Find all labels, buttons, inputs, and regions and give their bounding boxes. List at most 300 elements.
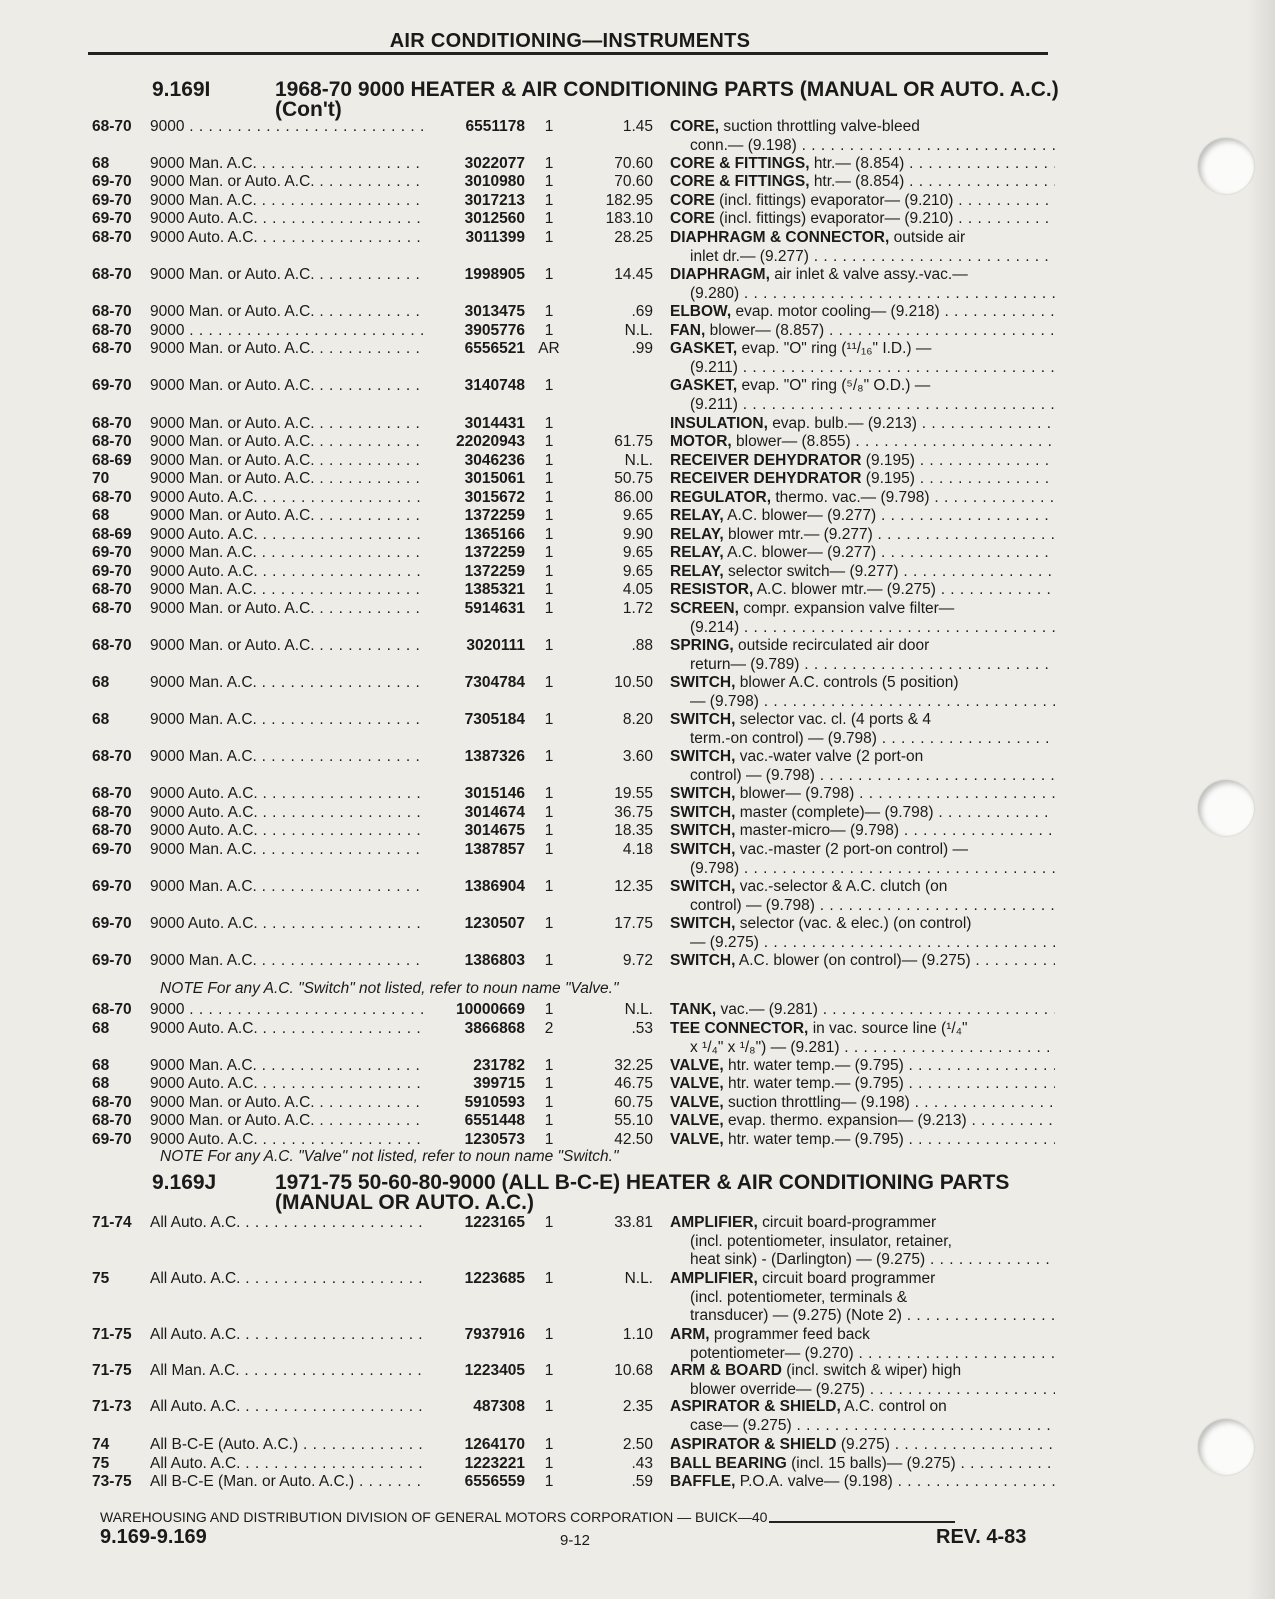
price: .43: [631, 1455, 653, 1472]
part-number: 1365166: [464, 526, 525, 543]
quantity: 1: [544, 303, 554, 320]
description-continuation: return— (9.789) . . .: [670, 656, 1055, 675]
description-line: [670, 377, 1055, 396]
part-number: 5910593: [464, 1094, 525, 1111]
part-number: 3905776: [464, 322, 525, 339]
model-name: 9000 Man. or Auto. A.C. . . .: [150, 303, 425, 322]
model-year: 69-70: [92, 841, 132, 858]
model-name: 9000 Auto. A.C. . . .: [150, 785, 425, 804]
price: 33.81: [614, 1214, 653, 1231]
description-line: [670, 118, 1055, 137]
model-name: 9000 . . .: [150, 118, 425, 137]
model-name: 9000 . . .: [150, 1001, 425, 1020]
description-text: P.O.A. valve— (9.198): [739, 1473, 893, 1490]
part-number: 7305184: [464, 711, 525, 728]
part-description: [670, 340, 1055, 377]
section-number: 9.169J: [152, 1171, 217, 1194]
part-noun-name: ASPIRATOR & SHIELD,: [670, 1398, 841, 1415]
description-text: htr. water temp.— (9.795): [728, 1075, 904, 1092]
part-number: 6556559: [464, 1473, 525, 1490]
model-year: 75: [92, 1455, 110, 1472]
model-name: 9000 Auto. A.C. . . .: [150, 822, 425, 841]
description-text: in vac. source line (¹/₄": [812, 1020, 968, 1037]
part-noun-name: FAN,: [670, 322, 706, 339]
description-text: htr. water temp.— (9.795): [728, 1057, 904, 1074]
description-text: evap. "O" ring (¹¹/₁₆" I.D.) —: [741, 340, 932, 357]
description-line: [670, 915, 1055, 934]
part-noun-name: INSULATION,: [670, 415, 768, 432]
price: 1.45: [622, 118, 653, 135]
part-noun-name: RELAY,: [670, 563, 724, 580]
part-noun-name: RELAY,: [670, 526, 724, 543]
quantity: 1: [544, 322, 554, 339]
model-name: All Auto. A.C. . . .: [150, 1326, 425, 1345]
model-year: 68: [92, 1057, 110, 1074]
description-line: [670, 1020, 1055, 1039]
description-text: A.C. blower— (9.277): [727, 544, 877, 561]
part-noun-name: AMPLIFIER,: [670, 1214, 758, 1231]
description-line: [670, 1270, 1055, 1289]
part-noun-name: CORE & FITTINGS,: [670, 155, 810, 172]
model-name: 9000 Auto. A.C. . . .: [150, 526, 425, 545]
description-line: [670, 804, 1055, 823]
quantity: 1: [544, 804, 554, 821]
model-name: 9000 Auto. A.C. . . .: [150, 210, 425, 229]
quantity: 1: [544, 878, 554, 895]
quantity: 1: [544, 155, 554, 172]
part-description: [670, 674, 1055, 711]
part-number: 1223405: [464, 1362, 525, 1379]
model-year: 68-70: [92, 1094, 132, 1111]
model-year: 68-70: [92, 489, 132, 506]
part-number: 399715: [473, 1075, 525, 1092]
price: 182.95: [605, 192, 653, 209]
quantity: 1: [544, 1112, 554, 1129]
description-line: [670, 1398, 1055, 1417]
part-description: [670, 711, 1055, 748]
model-name: All B-C-E (Auto. A.C.) . . .: [150, 1436, 425, 1455]
description-line: [670, 266, 1055, 285]
quantity: 1: [544, 526, 554, 543]
part-number: 3017213: [464, 192, 525, 209]
description-continuation: term.-on control) — (9.798) . . .: [670, 730, 1055, 749]
quantity: 1: [544, 1362, 554, 1379]
description-line: [670, 489, 1055, 508]
price: 17.75: [614, 915, 653, 932]
part-noun-name: ARM & BOARD: [670, 1362, 782, 1379]
part-description: [670, 1075, 1055, 1094]
model-year: 69-70: [92, 563, 132, 580]
model-year: 69-70: [92, 915, 132, 932]
part-noun-name: CORE,: [670, 118, 720, 135]
part-noun-name: CORE & FITTINGS,: [670, 173, 810, 190]
price: 9.90: [622, 526, 653, 543]
description-continuation: case— (9.275) . . .: [670, 1417, 1055, 1436]
part-number: 1386904: [464, 878, 525, 895]
quantity: 1: [544, 1075, 554, 1092]
model-name: 9000 Man. A.C. . . .: [150, 878, 425, 897]
price: 9.65: [622, 544, 653, 561]
model-year: 68-70: [92, 229, 132, 246]
part-number: 3020111: [466, 637, 525, 654]
part-number: 3866868: [464, 1020, 525, 1037]
quantity: 1: [544, 1436, 554, 1453]
price: 14.45: [614, 266, 653, 283]
model-name: 9000 Man. or Auto. A.C. . . .: [150, 340, 425, 359]
part-number: 6551448: [464, 1112, 525, 1129]
quantity: 1: [544, 192, 554, 209]
price: 55.10: [614, 1112, 653, 1129]
model-year: 69-70: [92, 192, 132, 209]
price: 10.50: [614, 674, 653, 691]
description-line: [670, 841, 1055, 860]
model-year: 68-70: [92, 785, 132, 802]
quantity: 1: [544, 210, 554, 227]
part-number: 7937916: [464, 1326, 525, 1343]
price: N.L.: [624, 322, 653, 339]
description-text: selector vac. cl. (4 ports & 4: [739, 711, 931, 728]
part-description: [670, 563, 1055, 582]
model-year: 68: [92, 155, 110, 172]
price: 3.60: [622, 748, 653, 765]
model-name: 9000 . . .: [150, 322, 425, 341]
part-number: 487308: [473, 1398, 525, 1415]
description-continuation: — (9.798) . . .: [670, 693, 1055, 712]
part-noun-name: SPRING,: [670, 637, 734, 654]
quantity: 1: [544, 952, 554, 969]
part-number: 3022077: [464, 155, 525, 172]
description-line: [670, 1473, 1055, 1492]
description-continuation: conn.— (9.198) . . .: [670, 137, 1055, 156]
price: .59: [631, 1473, 653, 1490]
part-noun-name: MOTOR,: [670, 433, 732, 450]
model-name: 9000 Man. or Auto. A.C. . . .: [150, 377, 425, 396]
description-continuation: (9.211) . . .: [670, 396, 1055, 415]
part-noun-name: VALVE,: [670, 1131, 724, 1148]
model-year: 68: [92, 1075, 110, 1092]
part-description: [670, 118, 1055, 155]
model-name: All Auto. A.C. . . .: [150, 1398, 425, 1417]
part-number: 1264170: [464, 1436, 525, 1453]
model-name: 9000 Man. A.C. . . .: [150, 711, 425, 730]
price: N.L.: [624, 452, 653, 469]
part-number: 3046236: [464, 452, 525, 469]
part-number: 1372259: [464, 507, 525, 524]
part-number: 1998905: [464, 266, 525, 283]
part-number: 1223685: [464, 1270, 525, 1287]
model-name: 9000 Auto. A.C. . . .: [150, 489, 425, 508]
part-noun-name: CORE: [670, 192, 715, 209]
model-name: 9000 Auto. A.C. . . .: [150, 229, 425, 248]
quantity: 1: [544, 1326, 554, 1343]
price: 46.75: [614, 1075, 653, 1092]
part-description: [670, 1473, 1055, 1492]
part-noun-name: GASKET,: [670, 340, 738, 357]
description-text: vac.-water valve (2 port-on: [739, 748, 924, 765]
part-number: 1386803: [464, 952, 525, 969]
description-line: [670, 192, 1055, 211]
price: 10.68: [614, 1362, 653, 1379]
price: 183.10: [605, 210, 653, 227]
description-line: [670, 952, 1055, 971]
model-year: 68-70: [92, 433, 132, 450]
model-year: 68-70: [92, 804, 132, 821]
part-noun-name: ARM,: [670, 1326, 710, 1343]
part-number: 10000669: [456, 1001, 525, 1018]
model-year: 68-70: [92, 1112, 132, 1129]
model-name: 9000 Man. or Auto. A.C. . . .: [150, 266, 425, 285]
part-description: [670, 1001, 1055, 1020]
model-name: 9000 Man. or Auto. A.C. . . .: [150, 600, 425, 619]
quantity: 1: [544, 1094, 554, 1111]
quantity: 2: [544, 1020, 554, 1037]
description-text: suction throttling valve-bleed: [723, 118, 920, 135]
model-year: 68-70: [92, 822, 132, 839]
model-name: 9000 Auto. A.C. . . .: [150, 804, 425, 823]
model-name: 9000 Man. or Auto. A.C. . . .: [150, 1094, 425, 1113]
part-number: 6551178: [465, 118, 525, 135]
description-line: [670, 1436, 1055, 1455]
model-name: 9000 Man. A.C. . . .: [150, 192, 425, 211]
model-year: 68-70: [92, 303, 132, 320]
model-name: All Auto. A.C. . . .: [150, 1214, 425, 1233]
price: 60.75: [614, 1094, 653, 1111]
model-year: 68-70: [92, 637, 132, 654]
part-number: 1223221: [464, 1455, 525, 1472]
part-description: [670, 1326, 1055, 1363]
description-text: A.C. blower (on control)— (9.275): [738, 952, 971, 969]
model-year: 68-70: [92, 415, 132, 432]
part-description: [670, 1214, 1055, 1270]
model-name: 9000 Man. or Auto. A.C. . . .: [150, 1112, 425, 1131]
description-text: (9.195): [865, 452, 915, 469]
part-noun-name: VALVE,: [670, 1057, 724, 1074]
part-description: [670, 1131, 1055, 1150]
description-continuation: transducer) — (9.275) (Note 2) . . .: [670, 1307, 1055, 1326]
part-description: [670, 1455, 1055, 1474]
model-year: 75: [92, 1270, 110, 1287]
price: 8.20: [622, 711, 653, 728]
part-number: 5914631: [464, 600, 525, 617]
description-line: [670, 173, 1055, 192]
model-year: 68: [92, 1020, 110, 1037]
part-description: [670, 878, 1055, 915]
quantity: 1: [544, 563, 554, 580]
quantity: AR: [538, 340, 560, 357]
description-continuation: inlet dr.— (9.277) . . .: [670, 248, 1055, 267]
description-line: [670, 711, 1055, 730]
description-text: selector switch— (9.277): [728, 563, 899, 580]
part-description: [670, 192, 1055, 211]
description-text: htr. water temp.— (9.795): [728, 1131, 904, 1148]
part-noun-name: SWITCH,: [670, 785, 736, 802]
model-year: 69-70: [92, 544, 132, 561]
model-year: 68-69: [92, 452, 132, 469]
description-text: outside air: [893, 229, 966, 246]
part-number: 3014675: [464, 822, 525, 839]
quantity: 1: [544, 581, 554, 598]
model-name: 9000 Man. A.C. . . .: [150, 748, 425, 767]
price: 19.55: [614, 785, 653, 802]
price: 70.60: [614, 173, 653, 190]
part-description: [670, 544, 1055, 563]
description-continuation: control) — (9.798) . . .: [670, 767, 1055, 786]
part-description: [670, 952, 1055, 971]
model-year: 69-70: [92, 210, 132, 227]
model-year: 68: [92, 711, 110, 728]
binder-hole-bottom: [1198, 1419, 1254, 1475]
quantity: 1: [544, 433, 554, 450]
model-year: 68-70: [92, 600, 132, 617]
part-noun-name: RECEIVER DEHYDRATOR: [670, 452, 862, 469]
model-name: 9000 Man. A.C. . . .: [150, 581, 425, 600]
part-noun-name: BAFFLE,: [670, 1473, 736, 1490]
description-text: evap. "O" ring (⁵/₈" O.D.) —: [741, 377, 931, 394]
model-name: 9000 Man. or Auto. A.C. . . .: [150, 433, 425, 452]
footer-page-number: 9-12: [560, 1532, 591, 1549]
description-line: [670, 748, 1055, 767]
price: .99: [631, 340, 653, 357]
part-description: [670, 1436, 1055, 1455]
quantity: 1: [544, 1455, 554, 1472]
part-number: 7304784: [464, 674, 525, 691]
model-name: 9000 Man. or Auto. A.C. . . .: [150, 507, 425, 526]
section-title: 1971-75 50-60-80-9000 (ALL B-C-E) HEATER & AIR CONDITIONING PARTS (MANUAL OR AUTO. A.C.): [275, 1171, 1010, 1214]
part-number: 3013475: [464, 303, 525, 320]
description-line: [670, 526, 1055, 545]
footer-division-line: [100, 1509, 1000, 1525]
part-number: 1223165: [464, 1214, 525, 1231]
description-line: [670, 878, 1055, 897]
price: 2.35: [622, 1398, 653, 1415]
description-text: (incl. fittings) evaporator— (9.210): [719, 192, 954, 209]
quantity: 1: [544, 1398, 554, 1415]
page-header-title: AIR CONDITIONING—INSTRUMENTS: [389, 30, 751, 52]
price: 4.05: [622, 581, 653, 598]
description-line: [670, 303, 1055, 322]
section-number: 9.169I: [152, 78, 211, 101]
part-noun-name: SWITCH,: [670, 674, 736, 691]
quantity: 1: [544, 748, 554, 765]
description-text: blower A.C. controls (5 position): [739, 674, 959, 691]
part-number: 3014431: [464, 415, 525, 432]
part-noun-name: RESISTOR,: [670, 581, 754, 598]
part-number: 3014674: [464, 804, 525, 821]
model-year: 70: [92, 470, 110, 487]
description-text: evap. bulb.— (9.213): [772, 415, 917, 432]
price: 32.25: [614, 1057, 653, 1074]
description-text: vac.— (9.281): [720, 1001, 818, 1018]
part-description: [670, 748, 1055, 785]
part-number: 231782: [473, 1057, 525, 1074]
description-text: blower— (8.857): [709, 322, 825, 339]
description-line: [670, 229, 1055, 248]
model-name: 9000 Man. A.C. . . .: [150, 674, 425, 693]
model-name: 9000 Man. A.C. . . .: [150, 1057, 425, 1076]
description-text: (incl. switch & wiper) high: [786, 1362, 962, 1379]
price: 28.25: [614, 229, 653, 246]
part-description: [670, 210, 1055, 229]
model-year: 69-70: [92, 952, 132, 969]
part-noun-name: SWITCH,: [670, 822, 736, 839]
part-noun-name: REGULATOR,: [670, 489, 772, 506]
quantity: 1: [544, 1270, 554, 1287]
description-text: A.C. blower mtr.— (9.275): [756, 581, 936, 598]
description-line: [670, 470, 1055, 489]
part-noun-name: RELAY,: [670, 507, 724, 524]
description-line: [670, 1362, 1055, 1381]
price: 36.75: [614, 804, 653, 821]
model-name: 9000 Man. A.C. . . .: [150, 544, 425, 563]
description-continuation: potentiometer— (9.270) . . .: [670, 1345, 1055, 1364]
description-line: [670, 210, 1055, 229]
part-number: 6556521: [464, 340, 525, 357]
price: 1.72: [622, 600, 653, 617]
part-noun-name: SWITCH,: [670, 952, 736, 969]
part-description: [670, 804, 1055, 823]
price: 9.72: [622, 952, 653, 969]
price: 9.65: [622, 563, 653, 580]
model-name: All Auto. A.C. . . .: [150, 1270, 425, 1289]
price: .88: [631, 637, 653, 654]
description-line: [670, 1112, 1055, 1131]
quantity: 1: [544, 1214, 554, 1231]
quantity: 1: [544, 1131, 554, 1148]
note-valve: NOTE For any A.C. "Valve" not listed, refer to noun name "Switch.": [160, 1148, 619, 1165]
part-noun-name: GASKET,: [670, 377, 738, 394]
part-number: 3015061: [464, 470, 525, 487]
description-text: htr.— (8.854): [813, 155, 905, 172]
model-name: 9000 Man. A.C. . . .: [150, 155, 425, 174]
model-year: 68-70: [92, 748, 132, 765]
description-line: [670, 507, 1055, 526]
part-description: [670, 600, 1055, 637]
quantity: 1: [544, 1001, 554, 1018]
model-name: All B-C-E (Man. or Auto. A.C.) . . .: [150, 1473, 425, 1492]
part-description: [670, 266, 1055, 303]
description-line: [670, 452, 1055, 471]
description-line: [670, 563, 1055, 582]
model-name: 9000 Auto. A.C. . . .: [150, 1020, 425, 1039]
description-text: A.C. control on: [844, 1398, 947, 1415]
model-name: 9000 Man. or Auto. A.C. . . .: [150, 452, 425, 471]
part-description: [670, 452, 1055, 471]
part-description: [670, 433, 1055, 452]
quantity: 1: [544, 637, 554, 654]
part-description: [670, 507, 1055, 526]
description-line: [670, 822, 1055, 841]
model-year: 68: [92, 674, 110, 691]
part-description: [670, 377, 1055, 414]
part-noun-name: SWITCH,: [670, 804, 736, 821]
part-description: [670, 1398, 1055, 1435]
description-text: thermo. vac.— (9.798): [775, 489, 930, 506]
model-name: 9000 Auto. A.C. . . .: [150, 1131, 425, 1150]
description-line: [670, 544, 1055, 563]
part-description: [670, 637, 1055, 674]
part-description: [670, 915, 1055, 952]
part-number: 3011399: [465, 229, 525, 246]
part-description: [670, 1020, 1055, 1057]
part-noun-name: ASPIRATOR & SHIELD: [670, 1436, 837, 1453]
description-text: A.C. blower— (9.277): [727, 507, 877, 524]
header-rule: [88, 52, 1048, 55]
part-noun-name: DIAPHRAGM,: [670, 266, 770, 283]
description-text: compr. expansion valve filter—: [743, 600, 955, 617]
description-line: [670, 340, 1055, 359]
part-noun-name: SWITCH,: [670, 711, 736, 728]
part-description: [670, 581, 1055, 600]
